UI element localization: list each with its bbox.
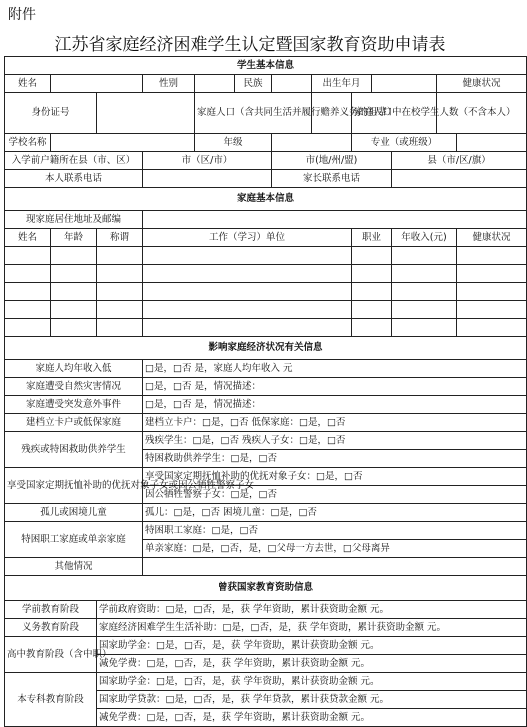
ethnicity-label: 民族 — [235, 75, 272, 93]
low-income-options[interactable]: □是，□否 是，家庭人均年收入 元 — [143, 360, 527, 378]
family-member-row — [5, 301, 527, 319]
hukou-prefecture-field[interactable]: 市(地/州/盟) — [272, 152, 392, 170]
section-aid-history: 曾获国家教育资助信息 — [5, 576, 527, 601]
hukou-label: 入学前户籍所在县（市、区） — [5, 152, 143, 170]
preschool-options[interactable]: 学前政府资助：□是，□否，是，获 学年资助，累计获资助金额 元。 — [97, 601, 527, 619]
phone-label: 本人联系电话 — [5, 170, 143, 188]
higher-ed-label: 本专科教育阶段 — [5, 673, 97, 727]
attachment-label: 附件 — [8, 7, 36, 23]
emergency-label: 家庭遭受突发意外事件 — [5, 396, 143, 414]
orphan-options[interactable]: 孤儿：□是，□否 困境儿童：□是，□否 — [143, 504, 527, 522]
form-title: 江苏省家庭经济困难学生认定暨国家教育资助申请表 — [54, 35, 446, 55]
higher-ed-tuition-options[interactable]: 减免学费：□是，□否，是，获 学年资助，累计获资助金额 元。 — [97, 709, 527, 727]
grade-field[interactable] — [272, 134, 352, 152]
destitute-options[interactable]: 特困救助供养学生：□是，□否 — [143, 450, 527, 468]
member-health-header: 健康状况 — [457, 229, 527, 247]
school-field[interactable] — [51, 134, 195, 152]
single-parent-options[interactable]: 单亲家庭：□是，□否，是，□父母一方去世，□父母离异 — [143, 540, 527, 558]
health-label: 健康状况 — [437, 75, 527, 93]
member-job-header: 职业 — [352, 229, 392, 247]
member-workplace-header: 工作（学习）单位 — [143, 229, 352, 247]
household-size-label: 家庭人口（含共同生活并履行赡养义务的祖辈） — [195, 93, 312, 134]
member-age-header: 年龄 — [51, 229, 97, 247]
police-options[interactable]: 因公牺牲警察子女：□是，□否 — [143, 486, 527, 504]
hukou-county-field[interactable]: 县（市/区/旗） — [392, 152, 527, 170]
birth-field[interactable] — [372, 75, 437, 93]
parent-phone-field[interactable] — [392, 170, 527, 188]
veteran-label: 享受国家定期抚恤补助的优抚对象子女或因公牺牲警察子女 — [5, 468, 143, 504]
section-basic-info: 学生基本信息 — [5, 57, 527, 75]
id-number-field[interactable] — [97, 93, 195, 134]
hukou-city-field[interactable]: 市（区/市） — [143, 152, 272, 170]
worker-family-label: 特困职工家庭或单亲家庭 — [5, 522, 143, 558]
registered-poor-label: 建档立卡户或低保家庭 — [5, 414, 143, 432]
application-form — [4, 56, 527, 727]
family-member-row — [5, 283, 527, 301]
high-school-label: 高中教育阶段（含中职） — [5, 637, 97, 673]
higher-ed-loan-options[interactable]: 国家助学贷款：□是，□否，是，获 学年贷款，累计获贷款金额 元。 — [97, 691, 527, 709]
compulsory-label: 义务教育阶段 — [5, 619, 97, 637]
gender-label: 性别 — [143, 75, 195, 93]
higher-ed-grant-options[interactable]: 国家助学金：□是，□否，是，获 学年资助，累计获资助金额 元。 — [97, 673, 527, 691]
other-field[interactable] — [143, 558, 527, 576]
member-name-header: 姓名 — [5, 229, 51, 247]
compulsory-options[interactable]: 家庭经济困难学生生活补助：□是，□否，是，获 学年资助，累计获资助金额 元。 — [97, 619, 527, 637]
disaster-options[interactable]: □是，□否 是，情况描述： — [143, 378, 527, 396]
in-school-count-label: 家庭人口中在校学生人数（不含本人） — [352, 93, 437, 134]
worker-family-options[interactable]: 特困职工家庭：□是，□否 — [143, 522, 527, 540]
family-member-row — [5, 319, 527, 337]
section-family-info: 家庭基本信息 — [5, 188, 527, 211]
parent-phone-label: 家长联系电话 — [272, 170, 392, 188]
preschool-label: 学前教育阶段 — [5, 601, 97, 619]
low-income-label: 家庭人均年收入低 — [5, 360, 143, 378]
high-school-grant-options[interactable]: 国家助学金：□是，□否，是，获 学年资助，累计获资助金额 元。 — [97, 637, 527, 655]
high-school-tuition-options[interactable]: 减免学费：□是，□否，是，获 学年资助，累计获资助金额 元。 — [97, 655, 527, 673]
family-member-row — [5, 247, 527, 265]
other-label: 其他情况 — [5, 558, 143, 576]
address-field[interactable] — [143, 211, 527, 229]
ethnicity-field[interactable] — [272, 75, 312, 93]
emergency-options[interactable]: □是，□否 是，情况描述： — [143, 396, 527, 414]
disabled-label: 残疾或特困救助供养学生 — [5, 432, 143, 468]
name-label: 姓名 — [5, 75, 51, 93]
disaster-label: 家庭遭受自然灾害情况 — [5, 378, 143, 396]
member-income-header: 年收入(元) — [392, 229, 457, 247]
school-label: 学校名称 — [5, 134, 51, 152]
birth-label: 出生年月 — [312, 75, 372, 93]
phone-field[interactable] — [143, 170, 272, 188]
gender-field[interactable] — [195, 75, 235, 93]
veteran-options[interactable]: 享受国家定期抚恤补助的优抚对象子女：□是，□否 — [143, 468, 527, 486]
major-label: 专业（或班级） — [352, 134, 457, 152]
id-number-label: 身份证号 — [5, 93, 97, 134]
registered-poor-options[interactable]: 建档立卡户：□是，□否 低保家庭：□是，□否 — [143, 414, 527, 432]
grade-label: 年级 — [195, 134, 272, 152]
section-factors: 影响家庭经济状况有关信息 — [5, 337, 527, 360]
address-label: 现家庭居住地址及邮编 — [5, 211, 143, 229]
name-field[interactable] — [51, 75, 143, 93]
disabled-options[interactable]: 残疾学生：□是，□否 残疾人子女：□是，□否 — [143, 432, 527, 450]
family-member-row — [5, 265, 527, 283]
major-field[interactable] — [457, 134, 527, 152]
orphan-label: 孤儿或困境儿童 — [5, 504, 143, 522]
member-relation-header: 称谓 — [97, 229, 143, 247]
